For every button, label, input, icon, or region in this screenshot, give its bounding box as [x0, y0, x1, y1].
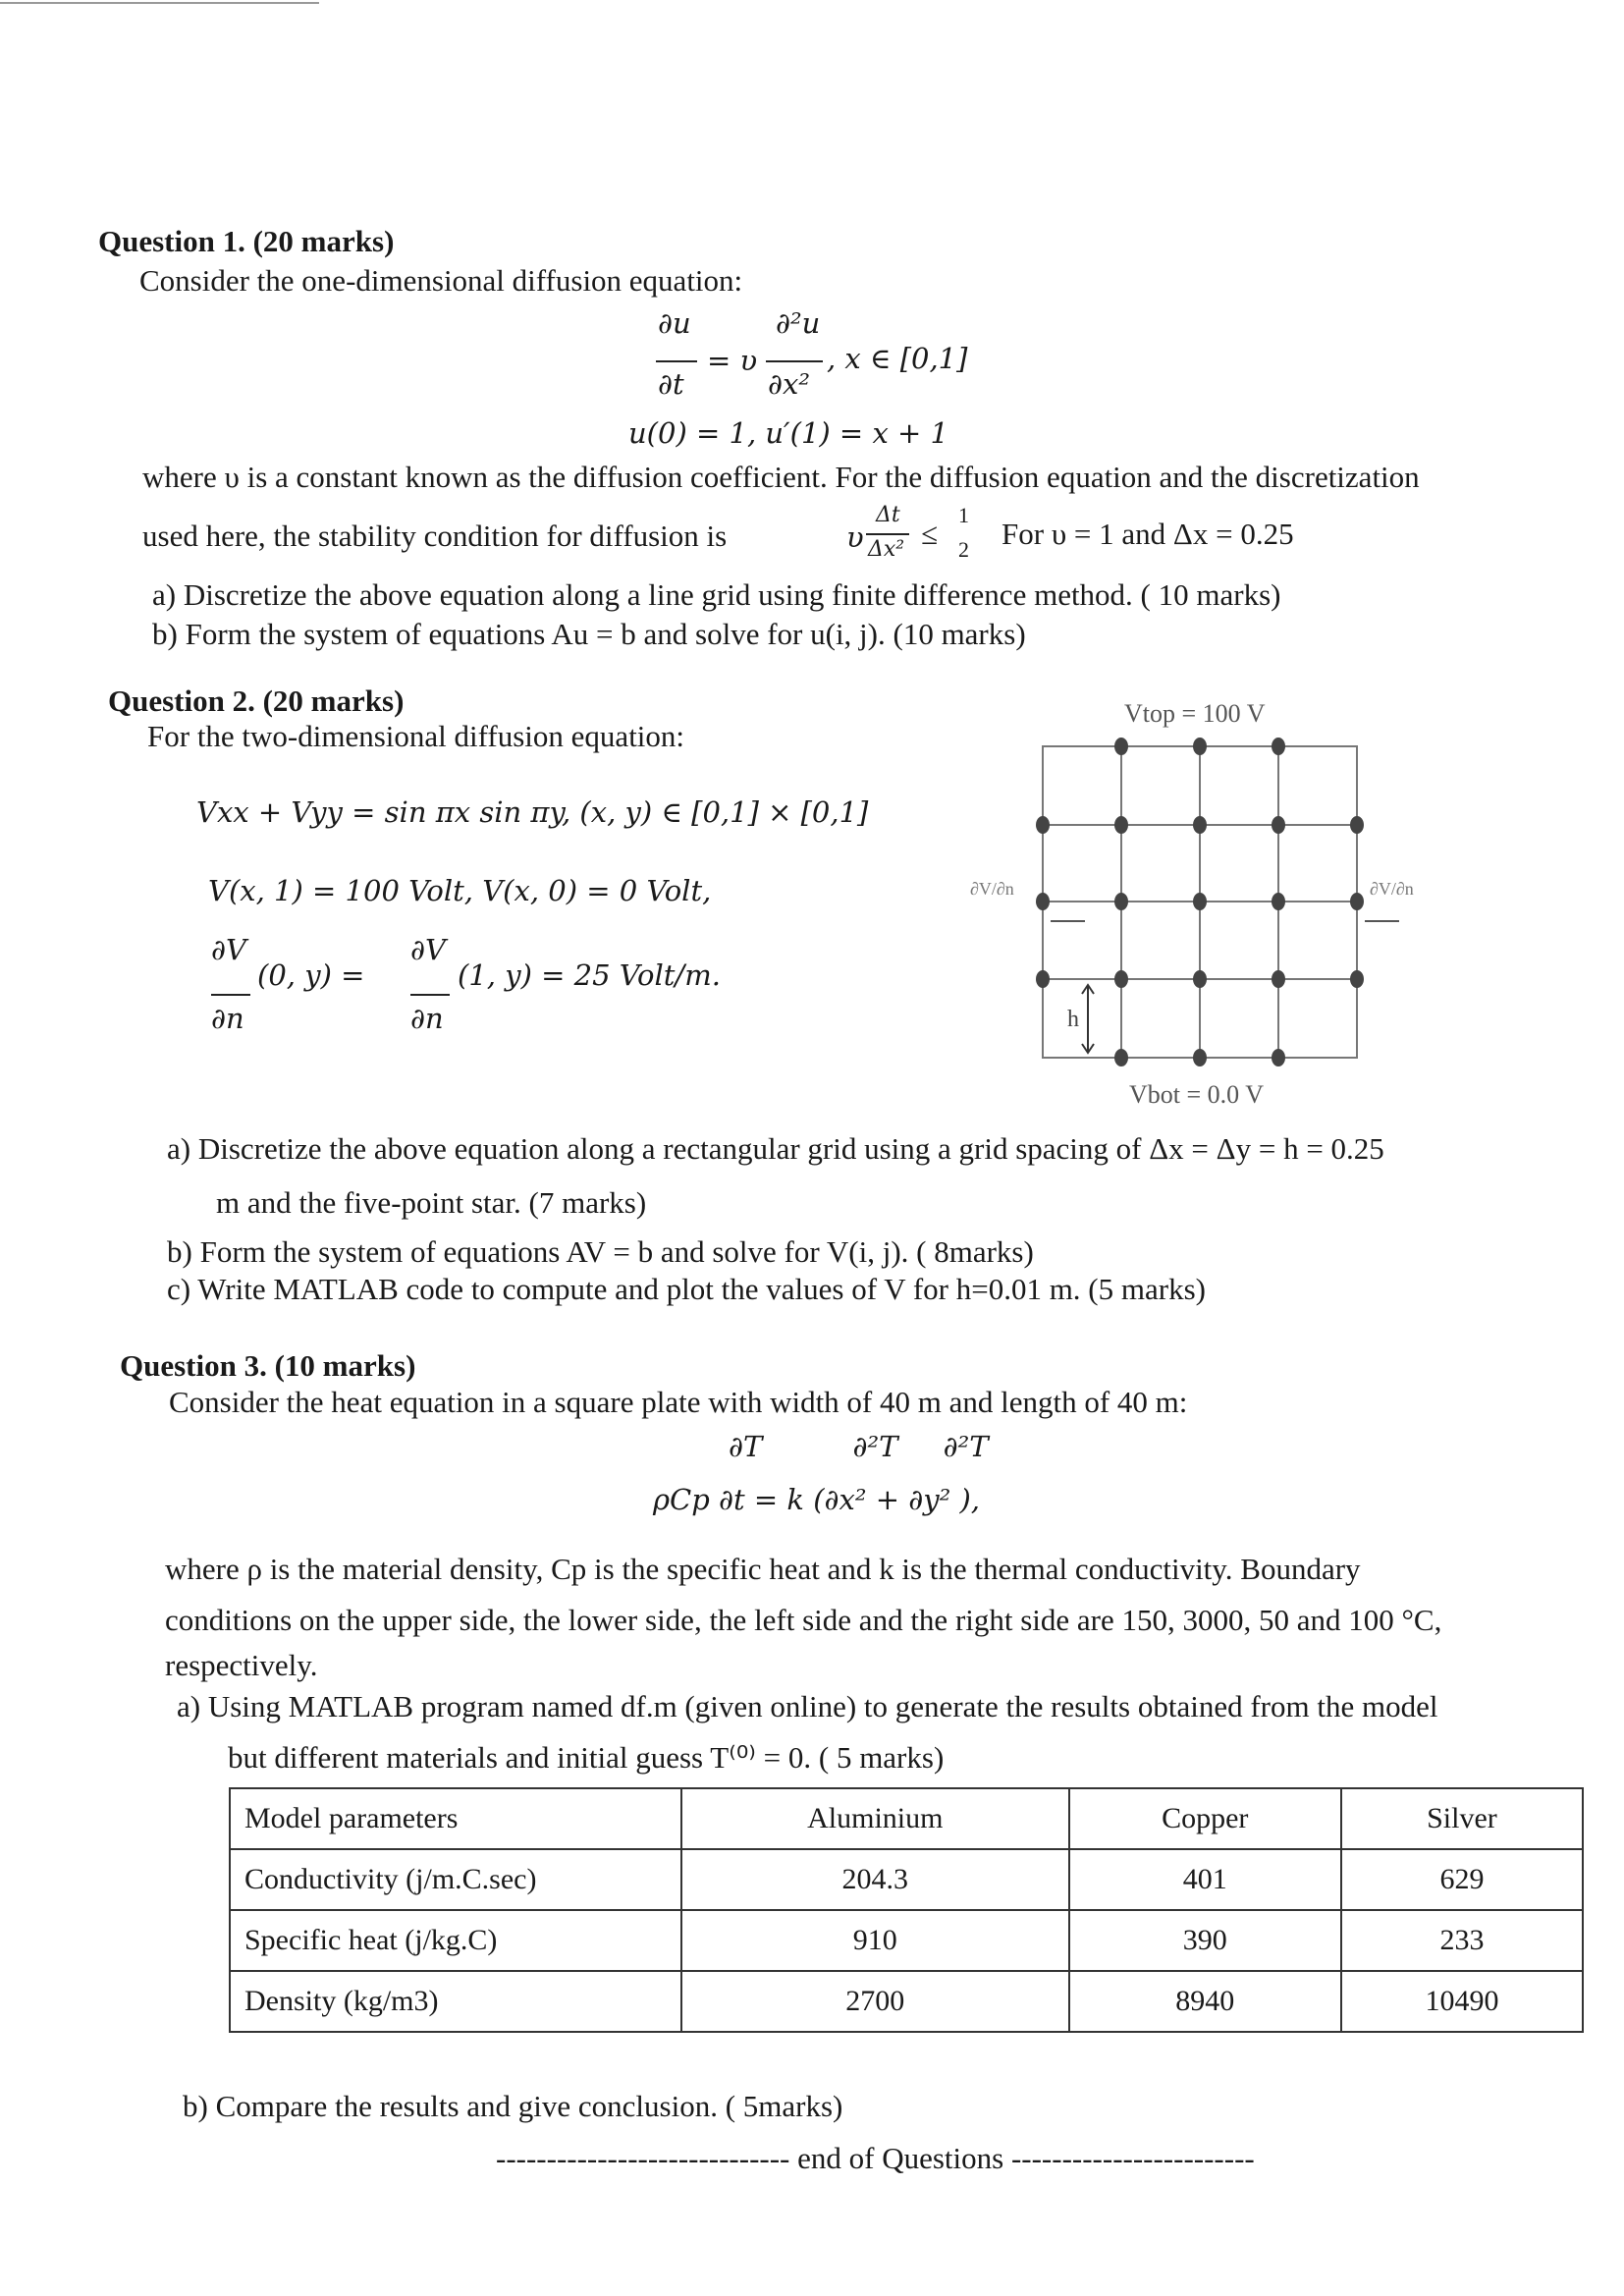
fig-vtop: Vtop = 100 V: [1124, 699, 1266, 728]
table-cell: 401: [1069, 1849, 1341, 1910]
dv-2: ∂V: [410, 933, 446, 966]
eq-mid: = υ: [707, 344, 758, 377]
eq-num-1: ∂u: [658, 306, 691, 340]
grid-node: [1114, 1049, 1128, 1066]
eq-den-2: ∂x²: [768, 367, 810, 401]
q2-part-c: c) Write MATLAB code to compute and plot the values of V for h=0.01 m. (5 marks): [167, 1272, 1206, 1306]
grid-node: [1193, 1049, 1207, 1066]
dn-1: ∂n: [211, 1002, 244, 1035]
q3-eq-numerators: ∂T ∂²T ∂²T: [729, 1430, 989, 1463]
stab-rhs-den: 2: [958, 537, 969, 562]
q2-part-a-cont: m and the five-point star. (7 marks): [216, 1185, 647, 1220]
q3-eq: ρCp ∂t = k (∂x² + ∂y² ),: [653, 1483, 980, 1516]
q1-params: For υ = 1 and Δx = 0.25: [1001, 517, 1294, 551]
table-header-cell: Aluminium: [681, 1788, 1069, 1849]
q1-part-a: a) Discretize the above equation along a line grid using finite difference method. ( 10 marks): [152, 577, 1281, 612]
grid-node: [1272, 970, 1285, 988]
grid-node: [1036, 816, 1050, 834]
table-header-cell: Model parameters: [230, 1788, 681, 1849]
dv-1: ∂V: [211, 933, 246, 966]
stab-den: Δx²: [868, 537, 905, 562]
q3-where-1: where ρ is the material density, Cp is the specific heat and k is the thermal conductivity. Boundary: [165, 1552, 1361, 1586]
table-header-row: [230, 1788, 1583, 1849]
table-cell: 629: [1341, 1849, 1583, 1910]
stab-rhs-num: 1: [958, 503, 969, 527]
q1-intro: Consider the one-dimensional diffusion equation:: [139, 263, 743, 298]
grid-node: [1114, 738, 1128, 755]
grid-node: [1272, 816, 1285, 834]
eq-num-2: ∂²u: [776, 306, 821, 340]
grid-node: [1114, 816, 1128, 834]
q2-pde: Vxx + Vyy = sin πx sin πy, (x, y) ∈ [0,1] × [0,1]: [196, 795, 869, 829]
end-of-questions: ----------------------------- end of Questions ------------------------: [496, 2141, 1255, 2175]
grid-node: [1272, 738, 1285, 755]
fig-dvdn-left: ∂V/∂n: [970, 879, 1014, 899]
table-cell: 910: [681, 1910, 1069, 1971]
grid-node: [1114, 970, 1128, 988]
grid-node: [1350, 970, 1364, 988]
q1-part-b: b) Form the system of equations Au = b and solve for u(i, j). (10 marks): [152, 617, 1026, 651]
q2-heading: Question 2. (20 marks): [108, 683, 405, 718]
table-cell: 10490: [1341, 1971, 1583, 2032]
fig-dvdn-right: ∂V/∂n: [1370, 879, 1414, 899]
grid-node: [1350, 893, 1364, 910]
table-cell: Specific heat (j/kg.C): [230, 1910, 681, 1971]
q3-where-2: conditions on the upper side, the lower side, the left side and the right side are 150, 3000, 50 and 100 °C,: [165, 1603, 1442, 1637]
dn-2: ∂n: [410, 1002, 444, 1035]
q3-heading: Question 3. (10 marks): [120, 1348, 416, 1383]
materials-table: [229, 1787, 1584, 2033]
q3-part-a: a) Using MATLAB program named df.m (given online) to generate the results obtained from the model: [177, 1689, 1438, 1723]
table-cell: 204.3: [681, 1849, 1069, 1910]
fig-h-label: h: [1067, 1007, 1079, 1032]
table-header-cell: Silver: [1341, 1788, 1583, 1849]
table-row: [230, 1849, 1583, 1910]
table-cell: Conductivity (j/m.C.sec): [230, 1849, 681, 1910]
grid-node: [1350, 816, 1364, 834]
grid-node: [1272, 893, 1285, 910]
grid-node: [1036, 893, 1050, 910]
q3-part-b: b) Compare the results and give conclusion. ( 5marks): [183, 2089, 843, 2123]
table-cell: 390: [1069, 1910, 1341, 1971]
fig-vbot: Vbot = 0.0 V: [1129, 1080, 1264, 1109]
table-header-cell: Copper: [1069, 1788, 1341, 1849]
q3-intro: Consider the heat equation in a square plate with width of 40 m and length of 40 m:: [169, 1385, 1188, 1419]
table-cell: 8940: [1069, 1971, 1341, 2032]
q2-bc1: V(x, 1) = 100 Volt, V(x, 0) = 0 Volt,: [208, 874, 712, 907]
grid-node: [1193, 893, 1207, 910]
q1-where: where υ is a constant known as the diffusion coefficient. For the diffusion equation and the discretization: [142, 460, 1420, 494]
q1-heading: Question 1. (20 marks): [98, 224, 395, 258]
eq-domain: , x ∈ [0,1]: [827, 342, 968, 375]
table-cell: 233: [1341, 1910, 1583, 1971]
q3-where-3: respectively.: [165, 1648, 318, 1682]
q1-stability-text: used here, the stability condition for diffusion is: [142, 519, 728, 553]
grid-node: [1272, 1049, 1285, 1066]
grid-node: [1193, 816, 1207, 834]
q2-intro: For the two-dimensional diffusion equation:: [147, 719, 685, 753]
stab-num: Δt: [876, 503, 900, 527]
grid-node: [1036, 970, 1050, 988]
grid-node: [1193, 970, 1207, 988]
le-symbol: ≤: [921, 517, 939, 551]
table-cell: 2700: [681, 1971, 1069, 2032]
table-cell: Density (kg/m3): [230, 1971, 681, 2032]
q3-part-a-cont: but different materials and initial guess T⁽⁰⁾ = 0. ( 5 marks): [228, 1740, 945, 1775]
grid-node: [1114, 893, 1128, 910]
table-row: [230, 1971, 1583, 2032]
q2-part-a: a) Discretize the above equation along a rectangular grid using a grid spacing of Δx = Δy = h = 0.25: [167, 1131, 1384, 1166]
boundary-conditions: u(0) = 1, u′(1) = x + 1: [628, 416, 948, 450]
bc2-right: (1, y) = 25 Volt/m.: [458, 958, 721, 992]
grid-node: [1193, 738, 1207, 755]
table-row: [230, 1910, 1583, 1971]
nu-symbol: υ: [846, 520, 864, 554]
eq-den-1: ∂t: [658, 367, 684, 401]
bc2-left: (0, y) =: [257, 958, 365, 992]
q2-part-b: b) Form the system of equations AV = b and solve for V(i, j). ( 8marks): [167, 1234, 1034, 1269]
